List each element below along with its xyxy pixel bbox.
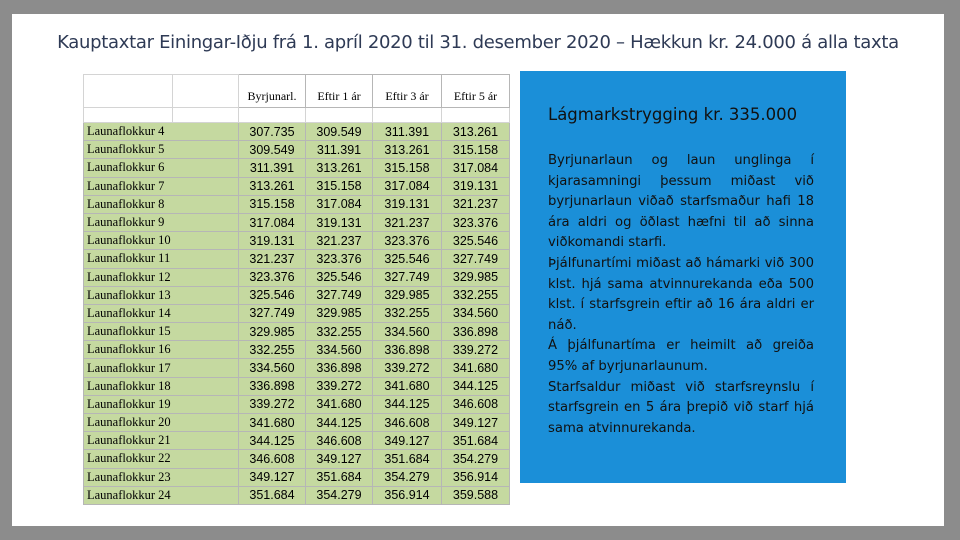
table-row bbox=[84, 123, 510, 141]
table-row bbox=[84, 195, 510, 213]
wage-value-cell: 325.546 bbox=[239, 286, 306, 304]
pay-grade-label: Launaflokkur 13 bbox=[84, 286, 239, 304]
table-row bbox=[84, 250, 510, 268]
pay-grade-label: Launaflokkur 21 bbox=[84, 432, 239, 450]
pay-grade-label: Launaflokkur 6 bbox=[84, 159, 239, 177]
wage-value-cell: 349.127 bbox=[373, 432, 442, 450]
wage-value-cell: 319.131 bbox=[373, 195, 442, 213]
wage-value-cell: 332.255 bbox=[306, 323, 373, 341]
wage-value-cell: 313.261 bbox=[239, 177, 306, 195]
wage-value-cell: 321.237 bbox=[373, 213, 442, 231]
wage-value-cell: 317.084 bbox=[306, 195, 373, 213]
wage-value-cell: 329.985 bbox=[239, 323, 306, 341]
header-after-5-years: Eftir 5 ár bbox=[442, 75, 510, 108]
spacer-cell bbox=[239, 108, 306, 123]
table-body bbox=[84, 108, 510, 505]
wage-value-cell: 336.898 bbox=[373, 341, 442, 359]
wage-value-cell: 313.261 bbox=[442, 123, 510, 141]
wage-value-cell: 346.608 bbox=[239, 450, 306, 468]
wage-value-cell: 336.898 bbox=[239, 377, 306, 395]
table-row bbox=[84, 268, 510, 286]
wage-value-cell: 344.125 bbox=[373, 395, 442, 413]
table-row bbox=[84, 414, 510, 432]
wage-value-cell: 323.376 bbox=[442, 213, 510, 231]
wage-value-cell: 321.237 bbox=[239, 250, 306, 268]
wage-value-cell: 349.127 bbox=[239, 468, 306, 486]
info-paragraph: Byrjunarlaun og laun unglinga í kjarasamningi þessum miðast við byrjunarlaun viðað starfsmaður hafi 18 ára aldri og öðlast hæfni til að sinna viðkomandi starfi. bbox=[548, 153, 814, 251]
pay-grade-label: Launaflokkur 20 bbox=[84, 414, 239, 432]
table-row bbox=[84, 141, 510, 159]
info-paragraph: Á þjálfunartíma er heimilt að greiða 95% af byrjunarlaunum. bbox=[548, 338, 814, 374]
slide bbox=[12, 14, 944, 526]
table-row bbox=[84, 213, 510, 231]
wage-value-cell: 351.684 bbox=[239, 486, 306, 504]
table-spacer-row bbox=[84, 108, 510, 123]
table-row bbox=[84, 323, 510, 341]
pay-grade-label: Launaflokkur 8 bbox=[84, 195, 239, 213]
table-row bbox=[84, 450, 510, 468]
pay-grade-label: Launaflokkur 10 bbox=[84, 232, 239, 250]
wage-value-cell: 315.158 bbox=[306, 177, 373, 195]
wage-value-cell: 359.588 bbox=[442, 486, 510, 504]
pay-grade-label: Launaflokkur 23 bbox=[84, 468, 239, 486]
wage-value-cell: 311.391 bbox=[306, 141, 373, 159]
minimum-guarantee-box bbox=[520, 71, 846, 483]
table-row bbox=[84, 359, 510, 377]
wage-value-cell: 313.261 bbox=[306, 159, 373, 177]
pay-grade-label: Launaflokkur 5 bbox=[84, 141, 239, 159]
wage-rate-table bbox=[83, 74, 510, 505]
wage-value-cell: 329.985 bbox=[306, 304, 373, 322]
wage-value-cell: 351.684 bbox=[373, 450, 442, 468]
table-row bbox=[84, 395, 510, 413]
wage-value-cell: 346.608 bbox=[306, 432, 373, 450]
wage-value-cell: 344.125 bbox=[306, 414, 373, 432]
header-after-1-year: Eftir 1 ár bbox=[306, 75, 373, 108]
wage-value-cell: 309.549 bbox=[239, 141, 306, 159]
wage-value-cell: 327.749 bbox=[442, 250, 510, 268]
wage-value-cell: 329.985 bbox=[442, 268, 510, 286]
table-row bbox=[84, 177, 510, 195]
pay-grade-label: Launaflokkur 4 bbox=[84, 123, 239, 141]
pay-grade-label: Launaflokkur 19 bbox=[84, 395, 239, 413]
wage-value-cell: 356.914 bbox=[442, 468, 510, 486]
wage-value-cell: 311.391 bbox=[373, 123, 442, 141]
wage-value-cell: 317.084 bbox=[373, 177, 442, 195]
wage-value-cell: 315.158 bbox=[239, 195, 306, 213]
wage-value-cell: 325.546 bbox=[442, 232, 510, 250]
header-after-3-years: Eftir 3 ár bbox=[373, 75, 442, 108]
wage-value-cell: 351.684 bbox=[442, 432, 510, 450]
wage-value-cell: 334.560 bbox=[239, 359, 306, 377]
wage-value-cell: 329.985 bbox=[373, 286, 442, 304]
pay-grade-label: Launaflokkur 18 bbox=[84, 377, 239, 395]
info-box-title: Lágmarkstrygging kr. 335.000 bbox=[548, 105, 798, 124]
wage-value-cell: 321.237 bbox=[306, 232, 373, 250]
wage-value-cell: 309.549 bbox=[306, 123, 373, 141]
info-box-body bbox=[548, 151, 814, 439]
wage-value-cell: 315.158 bbox=[373, 159, 442, 177]
wage-value-cell: 339.272 bbox=[373, 359, 442, 377]
info-paragraph: Þjálfunartími miðast að hámarki við 300 klst. hjá sama atvinnurekanda eða 500 klst. í starfsgrein eftir að 16 ára aldri er náð. bbox=[548, 255, 814, 333]
wage-value-cell: 341.680 bbox=[442, 359, 510, 377]
table-header-row bbox=[84, 75, 510, 108]
table-row bbox=[84, 304, 510, 322]
wage-value-cell: 319.131 bbox=[442, 177, 510, 195]
wage-value-cell: 346.608 bbox=[373, 414, 442, 432]
wage-value-cell: 341.680 bbox=[239, 414, 306, 432]
wage-value-cell: 319.131 bbox=[239, 232, 306, 250]
wage-value-cell: 315.158 bbox=[442, 141, 510, 159]
wage-value-cell: 327.749 bbox=[239, 304, 306, 322]
wage-value-cell: 317.084 bbox=[442, 159, 510, 177]
page-title: Kauptaxtar Einingar-Iðju frá 1. apríl 2020 til 31. desember 2020 – Hækkun kr. 24.000 á alla taxta bbox=[57, 32, 899, 53]
table-row bbox=[84, 232, 510, 250]
spacer-cell bbox=[373, 108, 442, 123]
wage-value-cell: 336.898 bbox=[306, 359, 373, 377]
wage-value-cell: 344.125 bbox=[239, 432, 306, 450]
header-corner bbox=[173, 75, 239, 108]
wage-value-cell: 351.684 bbox=[306, 468, 373, 486]
pay-grade-label: Launaflokkur 12 bbox=[84, 268, 239, 286]
wage-value-cell: 319.131 bbox=[306, 213, 373, 231]
wage-value-cell: 339.272 bbox=[442, 341, 510, 359]
wage-value-cell: 327.749 bbox=[306, 286, 373, 304]
wage-value-cell: 349.127 bbox=[306, 450, 373, 468]
wage-value-cell: 341.680 bbox=[373, 377, 442, 395]
table-row bbox=[84, 377, 510, 395]
wage-value-cell: 339.272 bbox=[306, 377, 373, 395]
wage-value-cell: 311.391 bbox=[239, 159, 306, 177]
wage-value-cell: 332.255 bbox=[239, 341, 306, 359]
wage-value-cell: 354.279 bbox=[373, 468, 442, 486]
spacer-cell bbox=[84, 108, 173, 123]
wage-value-cell: 332.255 bbox=[442, 286, 510, 304]
pay-grade-label: Launaflokkur 15 bbox=[84, 323, 239, 341]
wage-value-cell: 356.914 bbox=[373, 486, 442, 504]
wage-value-cell: 334.560 bbox=[442, 304, 510, 322]
table-row bbox=[84, 486, 510, 504]
wage-value-cell: 313.261 bbox=[373, 141, 442, 159]
wage-value-cell: 321.237 bbox=[442, 195, 510, 213]
wage-value-cell: 349.127 bbox=[442, 414, 510, 432]
pay-grade-label: Launaflokkur 22 bbox=[84, 450, 239, 468]
pay-grade-label: Launaflokkur 7 bbox=[84, 177, 239, 195]
table-row bbox=[84, 341, 510, 359]
wage-value-cell: 341.680 bbox=[306, 395, 373, 413]
wage-value-cell: 344.125 bbox=[442, 377, 510, 395]
wage-value-cell: 334.560 bbox=[373, 323, 442, 341]
table-row bbox=[84, 286, 510, 304]
table-row bbox=[84, 468, 510, 486]
wage-value-cell: 346.608 bbox=[442, 395, 510, 413]
spacer-cell bbox=[442, 108, 510, 123]
pay-grade-label: Launaflokkur 9 bbox=[84, 213, 239, 231]
wage-value-cell: 339.272 bbox=[239, 395, 306, 413]
wage-value-cell: 332.255 bbox=[373, 304, 442, 322]
header-start-pay: Byrjunarl. bbox=[239, 75, 306, 108]
pay-grade-label: Launaflokkur 14 bbox=[84, 304, 239, 322]
pay-grade-label: Launaflokkur 24 bbox=[84, 486, 239, 504]
header-empty-cell bbox=[84, 75, 173, 108]
table-row bbox=[84, 432, 510, 450]
wage-value-cell: 336.898 bbox=[442, 323, 510, 341]
wage-value-cell: 323.376 bbox=[373, 232, 442, 250]
wage-value-cell: 317.084 bbox=[239, 213, 306, 231]
spacer-cell bbox=[173, 108, 239, 123]
wage-value-cell: 325.546 bbox=[306, 268, 373, 286]
spacer-cell bbox=[306, 108, 373, 123]
table-row bbox=[84, 159, 510, 177]
wage-value-cell: 307.735 bbox=[239, 123, 306, 141]
wage-value-cell: 327.749 bbox=[373, 268, 442, 286]
pay-grade-label: Launaflokkur 17 bbox=[84, 359, 239, 377]
pay-grade-label: Launaflokkur 11 bbox=[84, 250, 239, 268]
wage-value-cell: 334.560 bbox=[306, 341, 373, 359]
wage-value-cell: 325.546 bbox=[373, 250, 442, 268]
wage-value-cell: 354.279 bbox=[442, 450, 510, 468]
wage-value-cell: 323.376 bbox=[306, 250, 373, 268]
wage-value-cell: 354.279 bbox=[306, 486, 373, 504]
wage-value-cell: 323.376 bbox=[239, 268, 306, 286]
pay-grade-label: Launaflokkur 16 bbox=[84, 341, 239, 359]
info-paragraph: Starfsaldur miðast við starfsreynslu í starfsgrein en 5 ára þrepið við starf hjá sama atvinnurekanda. bbox=[548, 379, 814, 436]
